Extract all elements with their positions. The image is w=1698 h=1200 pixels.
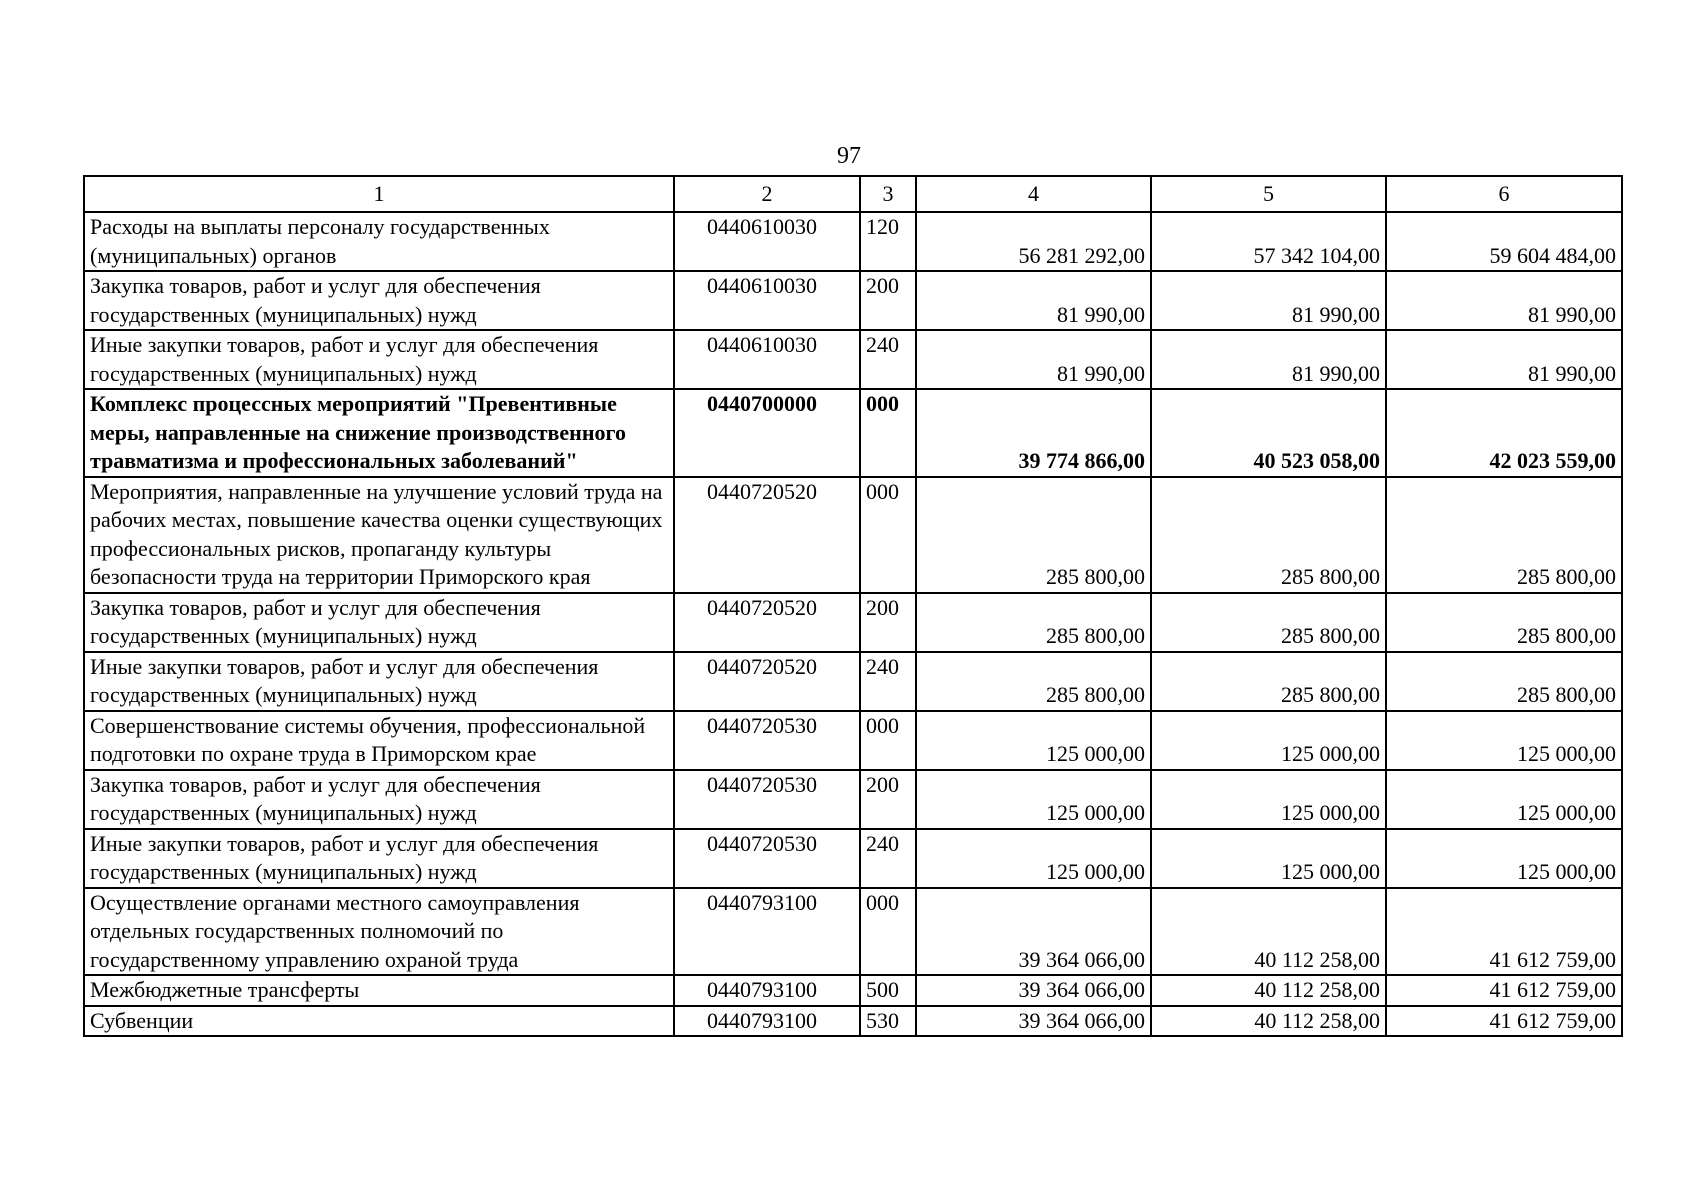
amount-col-4-cell: 125 000,00 [916,770,1151,829]
amount-col-6-cell: 285 800,00 [1386,593,1622,652]
row-name-cell: Закупка товаров, работ и услуг для обеспечения государственных (муниципальных) нужд [84,593,674,652]
amount-col-4-cell: 125 000,00 [916,711,1151,770]
amount-col-5-cell: 285 800,00 [1151,477,1386,593]
expense-type-code-cell: 200 [860,593,916,652]
target-article-code-cell: 0440700000 [674,389,860,477]
table-row [84,271,1622,330]
expense-type-code-cell: 240 [860,829,916,888]
column-header-3: 3 [860,176,916,212]
row-name-cell: Расходы на выплаты персоналу государственных (муниципальных) органов [84,212,674,271]
row-name-cell: Закупка товаров, работ и услуг для обеспечения государственных (муниципальных) нужд [84,770,674,829]
amount-col-6-cell: 59 604 484,00 [1386,212,1622,271]
table-row [84,593,1622,652]
amount-col-5-cell: 40 112 258,00 [1151,888,1386,976]
expense-type-code-cell: 500 [860,975,916,1006]
amount-col-5-cell: 285 800,00 [1151,652,1386,711]
expense-type-code-cell: 000 [860,477,916,593]
column-header-1: 1 [84,176,674,212]
target-article-code-cell: 0440610030 [674,271,860,330]
row-name-cell: Мероприятия, направленные на улучшение условий труда на рабочих местах, повышение качества оценки существующих профессиональных рисков, пропаганду культуры безопасности труда на территории Приморского края [84,477,674,593]
table-row [84,477,1622,593]
row-name-cell: Субвенции [84,1006,674,1037]
amount-col-6-cell: 81 990,00 [1386,271,1622,330]
amount-col-4-cell: 81 990,00 [916,330,1151,389]
column-header-4: 4 [916,176,1151,212]
amount-col-5-cell: 125 000,00 [1151,711,1386,770]
target-article-code-cell: 0440720530 [674,770,860,829]
target-article-code-cell: 0440720520 [674,652,860,711]
expense-type-code-cell: 200 [860,271,916,330]
amount-col-6-cell: 41 612 759,00 [1386,888,1622,976]
budget-table [83,175,1623,1037]
amount-col-6-cell: 125 000,00 [1386,711,1622,770]
table-row [84,829,1622,888]
table-row [84,1006,1622,1037]
amount-col-5-cell: 81 990,00 [1151,271,1386,330]
row-name-cell: Закупка товаров, работ и услуг для обеспечения государственных (муниципальных) нужд [84,271,674,330]
table-row [84,652,1622,711]
amount-col-4-cell: 56 281 292,00 [916,212,1151,271]
amount-col-6-cell: 125 000,00 [1386,829,1622,888]
amount-col-4-cell: 285 800,00 [916,652,1151,711]
table-row [84,330,1622,389]
target-article-code-cell: 0440720530 [674,829,860,888]
amount-col-4-cell: 81 990,00 [916,271,1151,330]
target-article-code-cell: 0440793100 [674,888,860,976]
amount-col-6-cell: 285 800,00 [1386,477,1622,593]
amount-col-4-cell: 39 364 066,00 [916,1006,1151,1037]
table-row [84,770,1622,829]
expense-type-code-cell: 000 [860,389,916,477]
target-article-code-cell: 0440610030 [674,212,860,271]
amount-col-4-cell: 39 364 066,00 [916,888,1151,976]
amount-col-5-cell: 57 342 104,00 [1151,212,1386,271]
amount-col-5-cell: 125 000,00 [1151,770,1386,829]
amount-col-5-cell: 40 112 258,00 [1151,975,1386,1006]
amount-col-6-cell: 41 612 759,00 [1386,1006,1622,1037]
amount-col-6-cell: 42 023 559,00 [1386,389,1622,477]
amount-col-5-cell: 81 990,00 [1151,330,1386,389]
table-row [84,212,1622,271]
row-name-cell: Иные закупки товаров, работ и услуг для обеспечения государственных (муниципальных) нужд [84,330,674,389]
row-name-cell: Межбюджетные трансферты [84,975,674,1006]
row-name-cell: Осуществление органами местного самоуправления отдельных государственных полномочий по государственному управлению охраной труда [84,888,674,976]
table-row [84,711,1622,770]
column-header-2: 2 [674,176,860,212]
table-row [84,389,1622,477]
amount-col-4-cell: 39 364 066,00 [916,975,1151,1006]
amount-col-5-cell: 285 800,00 [1151,593,1386,652]
table-row [84,975,1622,1006]
table-row [84,888,1622,976]
amount-col-4-cell: 285 800,00 [916,477,1151,593]
expense-type-code-cell: 240 [860,330,916,389]
row-name-cell: Иные закупки товаров, работ и услуг для обеспечения государственных (муниципальных) нужд [84,829,674,888]
amount-col-6-cell: 125 000,00 [1386,770,1622,829]
page-number: 97 [837,143,861,169]
amount-col-6-cell: 41 612 759,00 [1386,975,1622,1006]
target-article-code-cell: 0440793100 [674,975,860,1006]
amount-col-5-cell: 40 112 258,00 [1151,1006,1386,1037]
amount-col-4-cell: 39 774 866,00 [916,389,1151,477]
expense-type-code-cell: 000 [860,711,916,770]
expense-type-code-cell: 530 [860,1006,916,1037]
target-article-code-cell: 0440610030 [674,330,860,389]
amount-col-5-cell: 125 000,00 [1151,829,1386,888]
row-name-cell: Совершенствование системы обучения, профессиональной подготовки по охране труда в Приморском крае [84,711,674,770]
table-body [84,176,1622,1036]
target-article-code-cell: 0440720530 [674,711,860,770]
column-header-6: 6 [1386,176,1622,212]
amount-col-4-cell: 285 800,00 [916,593,1151,652]
expense-type-code-cell: 000 [860,888,916,976]
amount-col-5-cell: 40 523 058,00 [1151,389,1386,477]
target-article-code-cell: 0440793100 [674,1006,860,1037]
target-article-code-cell: 0440720520 [674,593,860,652]
column-number-row [84,176,1622,212]
target-article-code-cell: 0440720520 [674,477,860,593]
amount-col-6-cell: 81 990,00 [1386,330,1622,389]
row-name-cell: Иные закупки товаров, работ и услуг для обеспечения государственных (муниципальных) нужд [84,652,674,711]
expense-type-code-cell: 200 [860,770,916,829]
amount-col-6-cell: 285 800,00 [1386,652,1622,711]
column-header-5: 5 [1151,176,1386,212]
row-name-cell: Комплекс процессных мероприятий "Превентивные меры, направленные на снижение производственного травматизма и профессиональных заболеваний" [84,389,674,477]
expense-type-code-cell: 240 [860,652,916,711]
amount-col-4-cell: 125 000,00 [916,829,1151,888]
expense-type-code-cell: 120 [860,212,916,271]
